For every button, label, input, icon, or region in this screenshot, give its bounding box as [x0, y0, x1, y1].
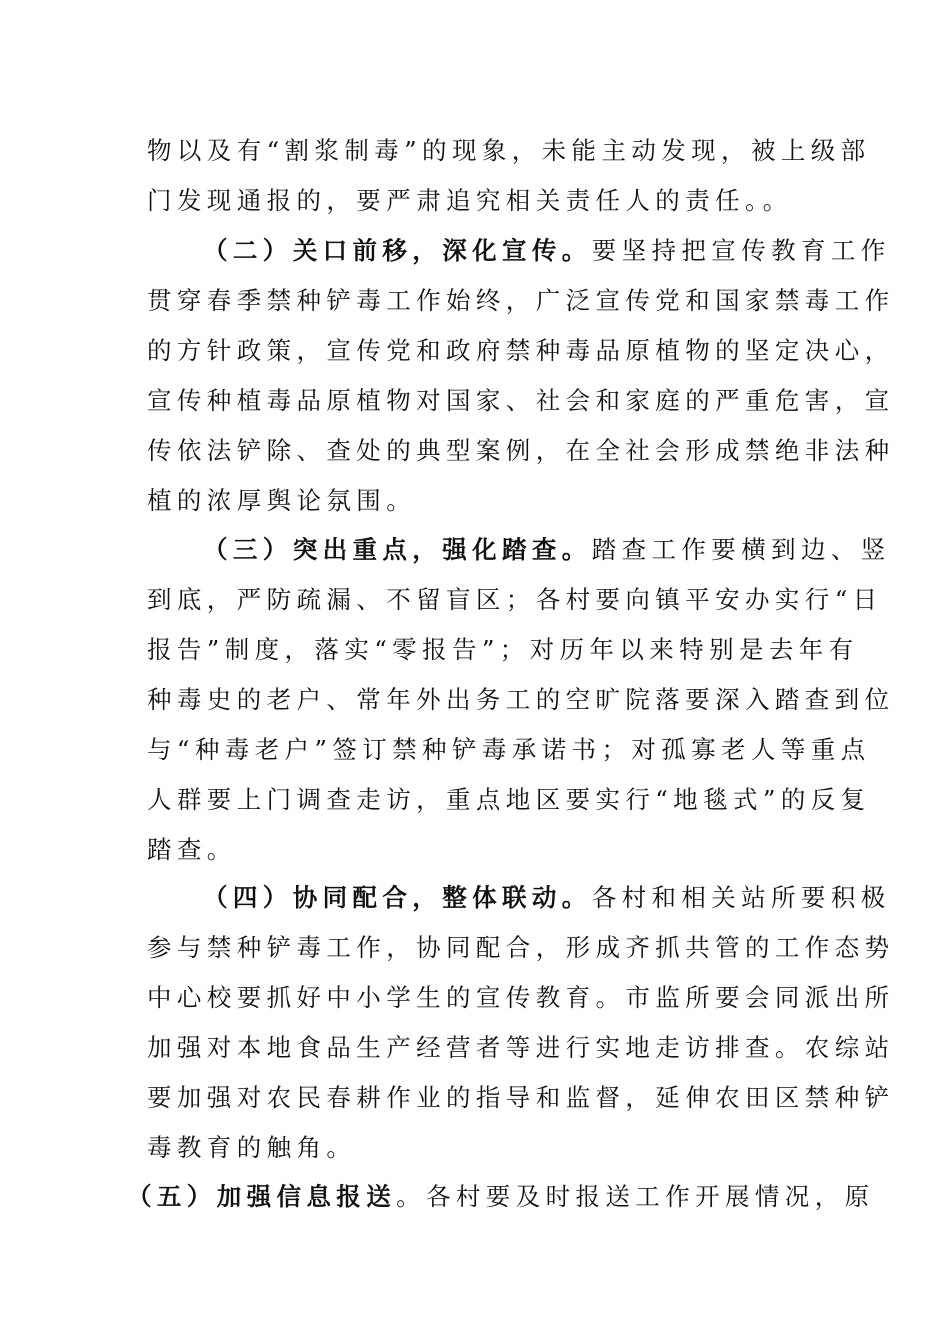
paragraph-3: [147, 525, 895, 875]
section-heading: （二）关口前移，深化宣传。: [203, 236, 592, 265]
paragraph-text: 要坚持把宣传教育工作: [591, 236, 891, 265]
paragraph-line: 参与禁种铲毒工作，协同配合，形成齐抓共管的工作态势: [147, 933, 895, 962]
paragraph-first-line: [147, 226, 891, 276]
paragraph-line: 种毒史的老户、常年外出务工的空旷院落要深入踏查到位: [147, 685, 895, 714]
paragraph-line: 与“种毒老户”签订禁种铲毒承诺书；对孤寡老人等重点: [147, 735, 871, 764]
paragraph-line: 门发现通报的，要严肃追究相关责任人的责任。。: [147, 186, 793, 215]
paragraph-line: 到底，严防疏漏、不留盲区；各村要向镇平安办实行“日: [147, 585, 883, 614]
paragraph-line: 中心校要抓好中小学生的宣传教育。市监所要会同派出所: [147, 983, 895, 1012]
paragraph-1: [147, 126, 871, 226]
paragraph-line: 贯穿春季禁种铲毒工作始终，广泛宣传党和国家禁毒工作: [147, 286, 895, 315]
section-heading: （三）突出重点，强化踏查。: [203, 535, 592, 564]
paragraph-4: [147, 873, 895, 1173]
paragraph-text: 。各村要及时报送工作开展情况，原: [396, 1182, 875, 1211]
paragraph-line: 踏查。: [147, 835, 237, 864]
paragraph-2: [147, 226, 895, 526]
paragraph-first-line: [147, 873, 891, 923]
paragraph-line: 宣传种植毒品原植物对国家、社会和家庭的严重危害，宣: [147, 386, 895, 415]
paragraph-line: 传依法铲除、查处的典型案例，在全社会形成禁绝非法种: [147, 436, 895, 465]
section-heading: （四）协同配合，整体联动。: [203, 883, 592, 912]
paragraph-text: 各村和相关站所要积极: [591, 883, 891, 912]
paragraph-text: 踏查工作要横到边、竖: [591, 535, 891, 564]
paragraph-line: 要加强对农民春耕作业的指导和监督，延伸农田区禁种铲: [147, 1083, 895, 1112]
paragraph-first-line: [127, 1172, 875, 1222]
paragraph-line: 毒教育的触角。: [147, 1133, 357, 1162]
paragraph-line: 加强对本地食品生产经营者等进行实地走访排查。农综站: [147, 1033, 895, 1062]
paragraph-line: 的方针政策，宣传党和政府禁种毒品原植物的坚定决心，: [147, 336, 895, 365]
paragraph-line: 人群要上门调查走访，重点地区要实行“地毯式”的反复: [147, 785, 871, 814]
paragraph-first-line: [147, 525, 891, 575]
paragraph-line: 报告”制度，落实“零报告”；对历年以来特别是去年有: [147, 635, 859, 664]
paragraph-line: 植的浓厚舆论氛围。: [147, 486, 417, 515]
section-heading: （五）加强信息报送: [127, 1182, 397, 1211]
paragraph-line: 物以及有“割浆制毒”的现象，未能主动发现，被上级部: [147, 136, 871, 165]
paragraph-5: [127, 1172, 875, 1222]
